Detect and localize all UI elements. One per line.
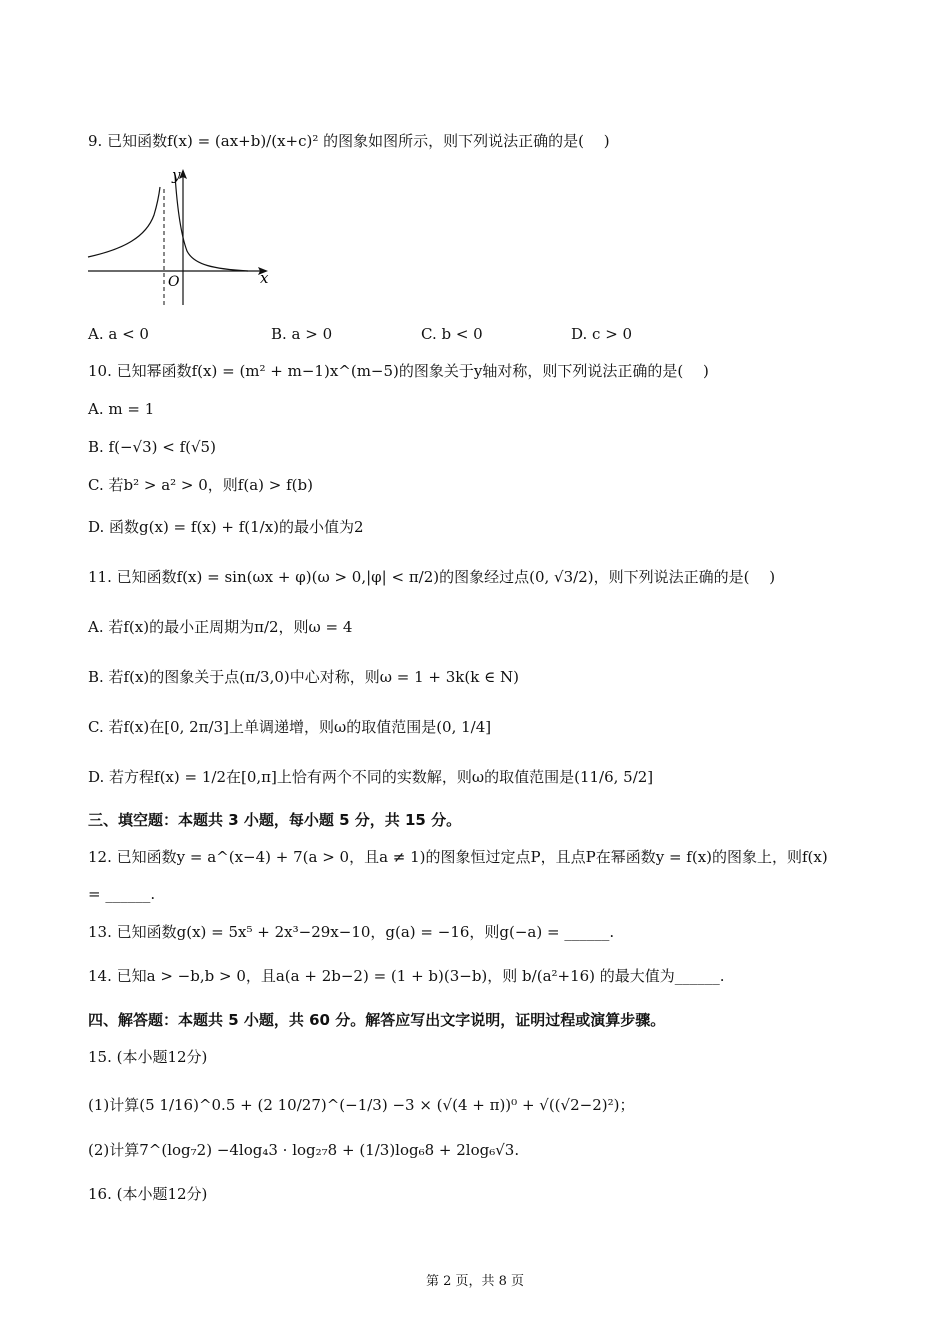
origin-label: O bbox=[168, 274, 180, 290]
q10-option-d: D. 函数g(x) = f(x) + f(1/x)的最小值为2 bbox=[88, 518, 364, 536]
y-axis-label: y bbox=[172, 166, 181, 184]
q11-stem: 11. 已知函数f(x) = sin(ωx + φ)(ω > 0,|φ| < π/2)的图象经过点(0, √3/2)，则下列说法正确的是( ) bbox=[88, 568, 776, 586]
curve-left-branch bbox=[88, 187, 160, 257]
x-axis-label: x bbox=[260, 269, 269, 287]
curve-right-branch bbox=[175, 175, 248, 271]
q11-option-c: C. 若f(x)在[0, 2π/3]上单调递增，则ω的取值范围是(0, 1/4] bbox=[88, 718, 492, 736]
q16-title: 16. (本小题12分) bbox=[88, 1185, 208, 1203]
q10-stem: 10. 已知幂函数f(x) = (m² + m−1)x^(m−5)的图象关于y轴对称，则下列说法正确的是( ) bbox=[88, 362, 709, 380]
q9-option-c: C. b < 0 bbox=[421, 325, 483, 343]
q15-part1: (1)计算(5 1/16)^0.5 + (2 10/27)^(−1/3) −3 × (√(4 + π))⁰ + √((√2−2)²)； bbox=[88, 1096, 635, 1114]
q15-part2: (2)计算7^(log₇2) −4log₄3 · log₂₇8 + (1/3)log₆8 + 2log₆√3. bbox=[88, 1141, 520, 1159]
q10-option-b: B. f(−√3) < f(√5) bbox=[88, 438, 216, 456]
q11-option-a: A. 若f(x)的最小正周期为π/2，则ω = 4 bbox=[88, 618, 353, 636]
q14-stem: 14. 已知a > −b,b > 0，且a(a + 2b−2) = (1 + b)(3−b)，则 b/(a²+16) 的最大值为______. bbox=[88, 967, 725, 985]
q9-option-a: A. a < 0 bbox=[88, 325, 149, 343]
section-solve-title: 四、解答题：本题共 5 小题，共 60 分。解答应写出文字说明，证明过程或演算步骤。 bbox=[88, 1011, 666, 1029]
q9-option-d: D. c > 0 bbox=[571, 325, 633, 343]
section-fill-in-title: 三、填空题：本题共 3 小题，每小题 5 分，共 15 分。 bbox=[88, 811, 462, 829]
q15-title: 15. (本小题12分) bbox=[88, 1048, 208, 1066]
q13-stem: 13. 已知函数g(x) = 5x⁵ + 2x³−29x−10，g(a) = −16，则g(−a) = ______. bbox=[88, 923, 615, 941]
q12-line1: 12. 已知函数y = a^(x−4) + 7(a > 0，且a ≠ 1)的图象恒过定点P，且点P在幂函数y = f(x)的图象上，则f(x) bbox=[88, 848, 828, 866]
q11-option-d: D. 若方程f(x) = 1/2在[0,π]上恰有两个不同的实数解，则ω的取值范围是(11/6, 5/2] bbox=[88, 768, 654, 786]
q9-graph bbox=[84, 165, 274, 315]
q10-option-c: C. 若b² > a² > 0，则f(a) > f(b) bbox=[88, 476, 313, 494]
q11-option-b: B. 若f(x)的图象关于点(π/3,0)中心对称，则ω = 1 + 3k(k ∈ N) bbox=[88, 668, 519, 686]
q12-line2: = ______. bbox=[88, 885, 156, 903]
q9-stem: 9. 已知函数f(x) = (ax+b)/(x+c)² 的图象如图所示，则下列说法正确的是( ) bbox=[88, 132, 610, 150]
q10-option-a: A. m = 1 bbox=[88, 400, 155, 418]
q9-option-b: B. a > 0 bbox=[271, 325, 333, 343]
page-footer: 第 2 页，共 8 页 bbox=[425, 1274, 525, 1289]
